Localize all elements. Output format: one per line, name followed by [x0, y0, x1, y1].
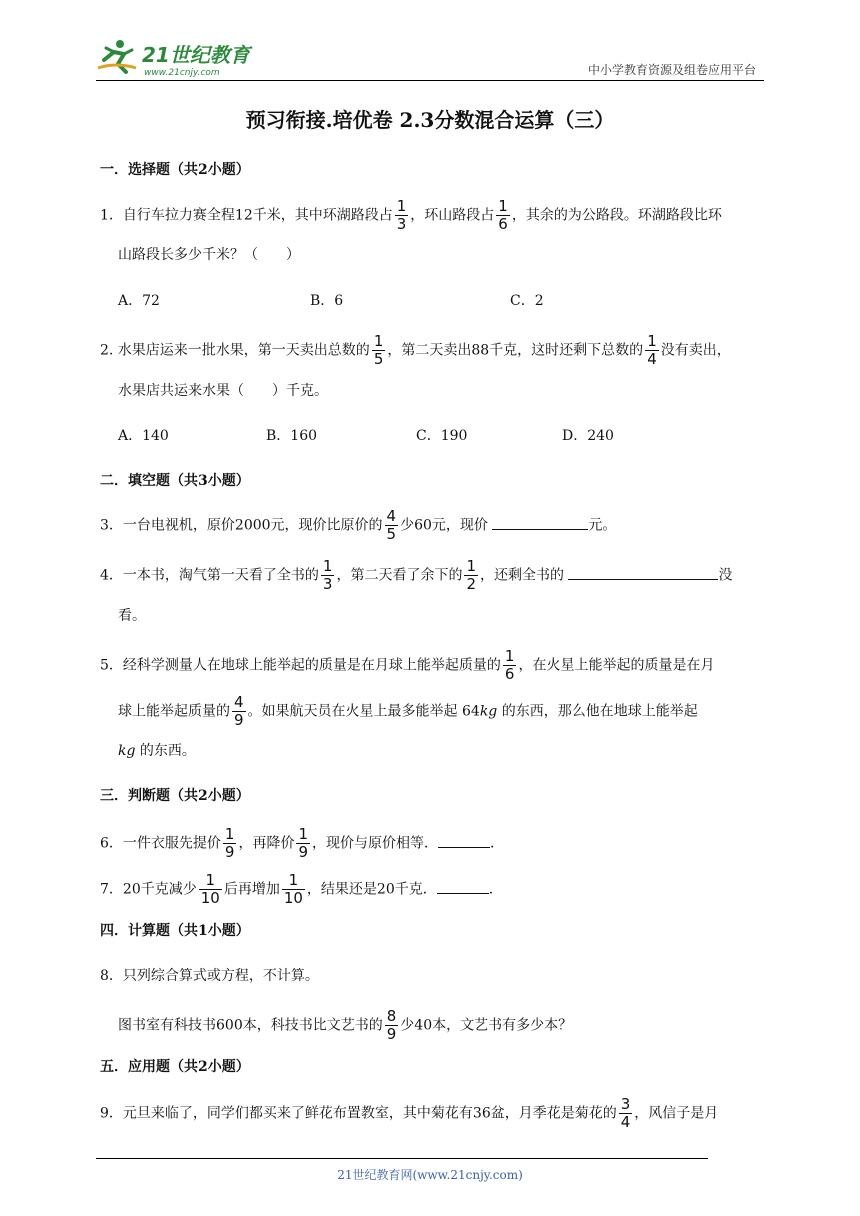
answer-blank[interactable] [437, 879, 489, 894]
section-heading: 一．选择题（共2小题） [100, 162, 250, 178]
footer-divider [96, 1158, 708, 1159]
question-8-line2: 图书室有科技书600本，科技书比文艺书的 $\frac{8}{9}$ 少40本，文艺书有多少本？ [118, 1007, 573, 1043]
platform-label: 中小学教育资源及组卷应用平台 [587, 63, 756, 77]
page-title: 预习衔接.培优卷 2.3分数混合运算（三） [245, 108, 615, 132]
option: C．190 [416, 428, 468, 444]
option: B．160 [266, 428, 318, 444]
question-5: 5．经科学测量人在地球上能举起的质量是在月球上能举起质量的 $\frac{1}{6}$ ，在火星上能举起的质量是在月 [100, 647, 715, 683]
fraction: $\frac{1}{9}$ [298, 825, 309, 861]
fraction: $\frac{8}{9}$ [386, 1007, 397, 1043]
logo-url: www.21cnjy.com [144, 68, 220, 78]
fraction: $\frac{4}{9}$ [234, 693, 244, 729]
header-divider [96, 80, 764, 81]
logo [96, 38, 266, 78]
fraction: $\frac{1}{3}$ [396, 197, 407, 233]
question-5-line3: kg 的东西。 [118, 743, 196, 759]
fraction: $\frac{4}{5}$ [386, 507, 397, 543]
option: C．2 [510, 293, 544, 309]
fraction: $\frac{3}{4}$ [620, 1095, 631, 1131]
question-2: 2. 水果店运来一批水果，第一天卖出总数的 $\frac{1}{5}$ ，第二天卖出88千克，这时还剩下总数的 $\frac{1}{4}$ 没有卖出， [100, 332, 731, 368]
option: A．72 [118, 293, 160, 309]
question-8: 8．只列综合算式或方程，不计算。 [100, 968, 319, 984]
question-5-line2: 球上能举起质量的 $\frac{4}{9}$ 。如果航天员在火星上最多能举起 64kg 的东西，那么他在地球上能举起 [118, 693, 698, 729]
section-heading: 四．计算题（共1小题） [100, 923, 250, 939]
question-1: 1．自行车拉力赛全程12千米，其中环湖路段占 $\frac{1}{3}$ ，环山路段占 $\frac{1}{6}$ ，其余的为公路段。环湖路段比环 [100, 197, 722, 233]
footer-link[interactable]: 21世纪教育网(www.21cnjy.com) [337, 1168, 523, 1182]
question-2-line2: 水果店共运来水果（ ）千克。 [118, 383, 328, 399]
fraction: $\frac{1}{4}$ [647, 332, 657, 368]
fraction: $\frac{1}{10}$ [283, 871, 303, 907]
question-4-line2: 看。 [118, 608, 146, 624]
section-heading: 五．应用题（共2小题） [100, 1059, 250, 1075]
fraction: $\frac{1}{3}$ [322, 557, 333, 593]
logo-text: 21世纪教育 [142, 43, 250, 67]
option: D．240 [562, 428, 614, 444]
fraction: $\frac{1}{10}$ [200, 871, 220, 907]
answer-blank[interactable] [438, 833, 490, 848]
answer-blank[interactable] [492, 515, 588, 530]
answer-blank[interactable] [568, 565, 718, 580]
option: A．140 [118, 428, 169, 444]
question-9: 9．元旦来临了，同学们都买来了鲜花布置教室，其中菊花有36盆，月季花是菊花的 $\frac{3}{4}$ ，风信子是月 [100, 1095, 719, 1131]
question-4: 4．一本书，淘气第一天看了全书的 $\frac{1}{3}$ ，第二天看了余下的 $\frac{1}{2}$ ，还剩全书的 没 [100, 557, 733, 593]
fraction: $\frac{1}{5}$ [373, 332, 384, 368]
fraction: $\frac{1}{9}$ [224, 825, 235, 861]
fraction: $\frac{1}{6}$ [504, 647, 515, 683]
section-heading: 三．判断题（共2小题） [100, 788, 250, 804]
section-heading: 二．填空题（共3小题） [100, 473, 250, 489]
question-3: 3．一台电视机，原价2000元，现价比原价的 $\frac{4}{5}$ 少60元，现价 元。 [100, 507, 617, 543]
fraction: $\frac{1}{6}$ [498, 197, 508, 233]
question-6: 6．一件衣服先提价 $\frac{1}{9}$ ，再降价 $\frac{1}{9}$ ，现价与原价相等． ． [100, 825, 505, 861]
runner-logo-icon [96, 38, 266, 78]
question-7: 7．20千克减少 $\frac{1}{10}$ 后再增加 $\frac{1}{10}$ ，结果还是20千克． ． [100, 871, 503, 907]
fraction: $\frac{1}{2}$ [466, 557, 477, 593]
option: B．6 [310, 293, 344, 309]
question-1-line2: 山路段长多少千米？（ ） [118, 247, 300, 263]
